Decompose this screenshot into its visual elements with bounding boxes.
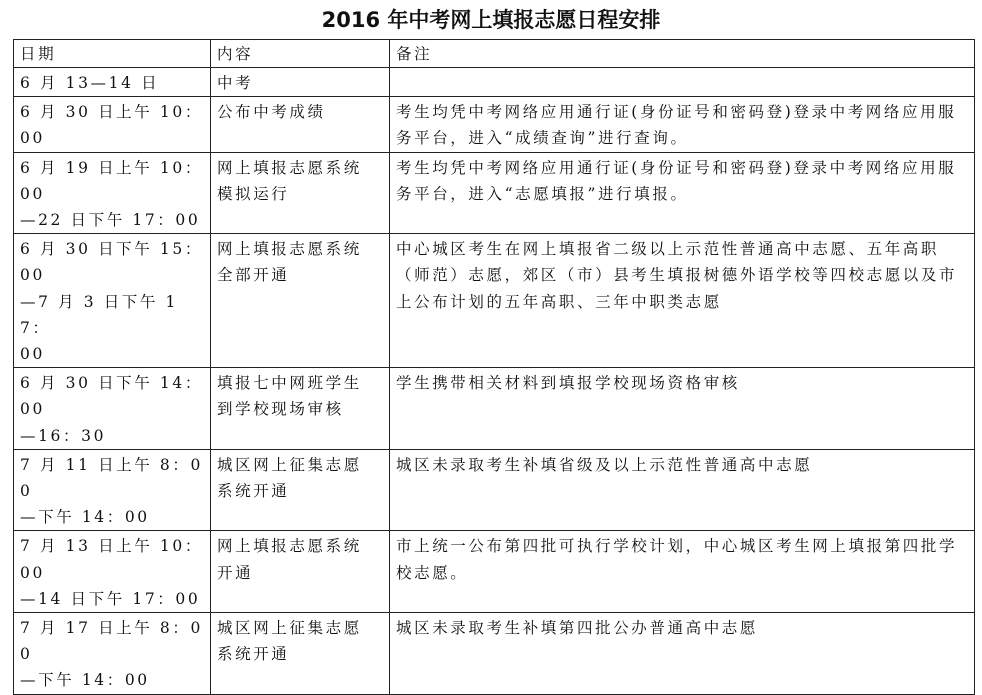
table-row xyxy=(14,68,975,97)
cell-content: 填报七中网班学生 到学校现场审核 xyxy=(211,368,390,450)
table-header-row xyxy=(14,40,975,68)
table-row xyxy=(14,613,975,695)
cell-note: 学生携带相关材料到填报学校现场资格审核 xyxy=(390,368,975,450)
cell-note: 城区未录取考生补填第四批公办普通高中志愿 xyxy=(390,613,975,695)
cell-note: 中心城区考生在网上填报省二级以上示范性普通高中志愿、五年高职（师范）志愿，郊区（市）县考生填报树德外语学校等四校志愿以及市上公布计划的五年高职、三年中职类志愿 xyxy=(390,234,975,368)
cell-date: 7 月 11 日上午 8：00 —下午 14：00 xyxy=(14,449,211,531)
cell-note: 市上统一公布第四批可执行学校计划，中心城区考生网上填报第四批学校志愿。 xyxy=(390,531,975,613)
table-row xyxy=(14,97,975,152)
cell-content: 网上填报志愿系统 全部开通 xyxy=(211,234,390,368)
cell-content: 中考 xyxy=(211,68,390,97)
cell-content: 公布中考成绩 xyxy=(211,97,390,152)
page-title: 2016 年中考网上填报志愿日程安排 xyxy=(321,8,661,32)
table-row xyxy=(14,531,975,613)
cell-note xyxy=(390,68,975,97)
table-row xyxy=(14,449,975,531)
table-row xyxy=(14,368,975,450)
table-row xyxy=(14,234,975,368)
cell-content: 城区网上征集志愿 系统开通 xyxy=(211,613,390,695)
cell-date: 6 月 30 日下午 15：00 —7 月 3 日下午 17： 00 xyxy=(14,234,211,368)
cell-note: 考生均凭中考网络应用通行证(身份证号和密码登)登录中考网络应用服务平台，进入“成绩查询”进行查询。 xyxy=(390,97,975,152)
cell-date: 7 月 13 日上午 10：00 —14 日下午 17：00 xyxy=(14,531,211,613)
cell-note: 城区未录取考生补填省级及以上示范性普通高中志愿 xyxy=(390,449,975,531)
header-date: 日期 xyxy=(14,40,211,68)
cell-note: 考生均凭中考网络应用通行证(身份证号和密码登)登录中考网络应用服务平台，进入“志愿填报”进行填报。 xyxy=(390,152,975,234)
cell-date: 6 月 19 日上午 10：00 —22 日下午 17：00 xyxy=(14,152,211,234)
table-row xyxy=(14,152,975,234)
header-content: 内容 xyxy=(211,40,390,68)
schedule-table xyxy=(13,39,975,695)
cell-date: 7 月 17 日上午 8：00 —下午 14：00 xyxy=(14,613,211,695)
cell-content: 网上填报志愿系统 模拟运行 xyxy=(211,152,390,234)
cell-date: 6 月 13—14 日 xyxy=(14,68,211,97)
cell-content: 城区网上征集志愿 系统开通 xyxy=(211,449,390,531)
cell-date: 6 月 30 日下午 14：00 —16：30 xyxy=(14,368,211,450)
cell-content: 网上填报志愿系统 开通 xyxy=(211,531,390,613)
cell-date: 6 月 30 日上午 10：00 xyxy=(14,97,211,152)
header-note: 备注 xyxy=(390,40,975,68)
